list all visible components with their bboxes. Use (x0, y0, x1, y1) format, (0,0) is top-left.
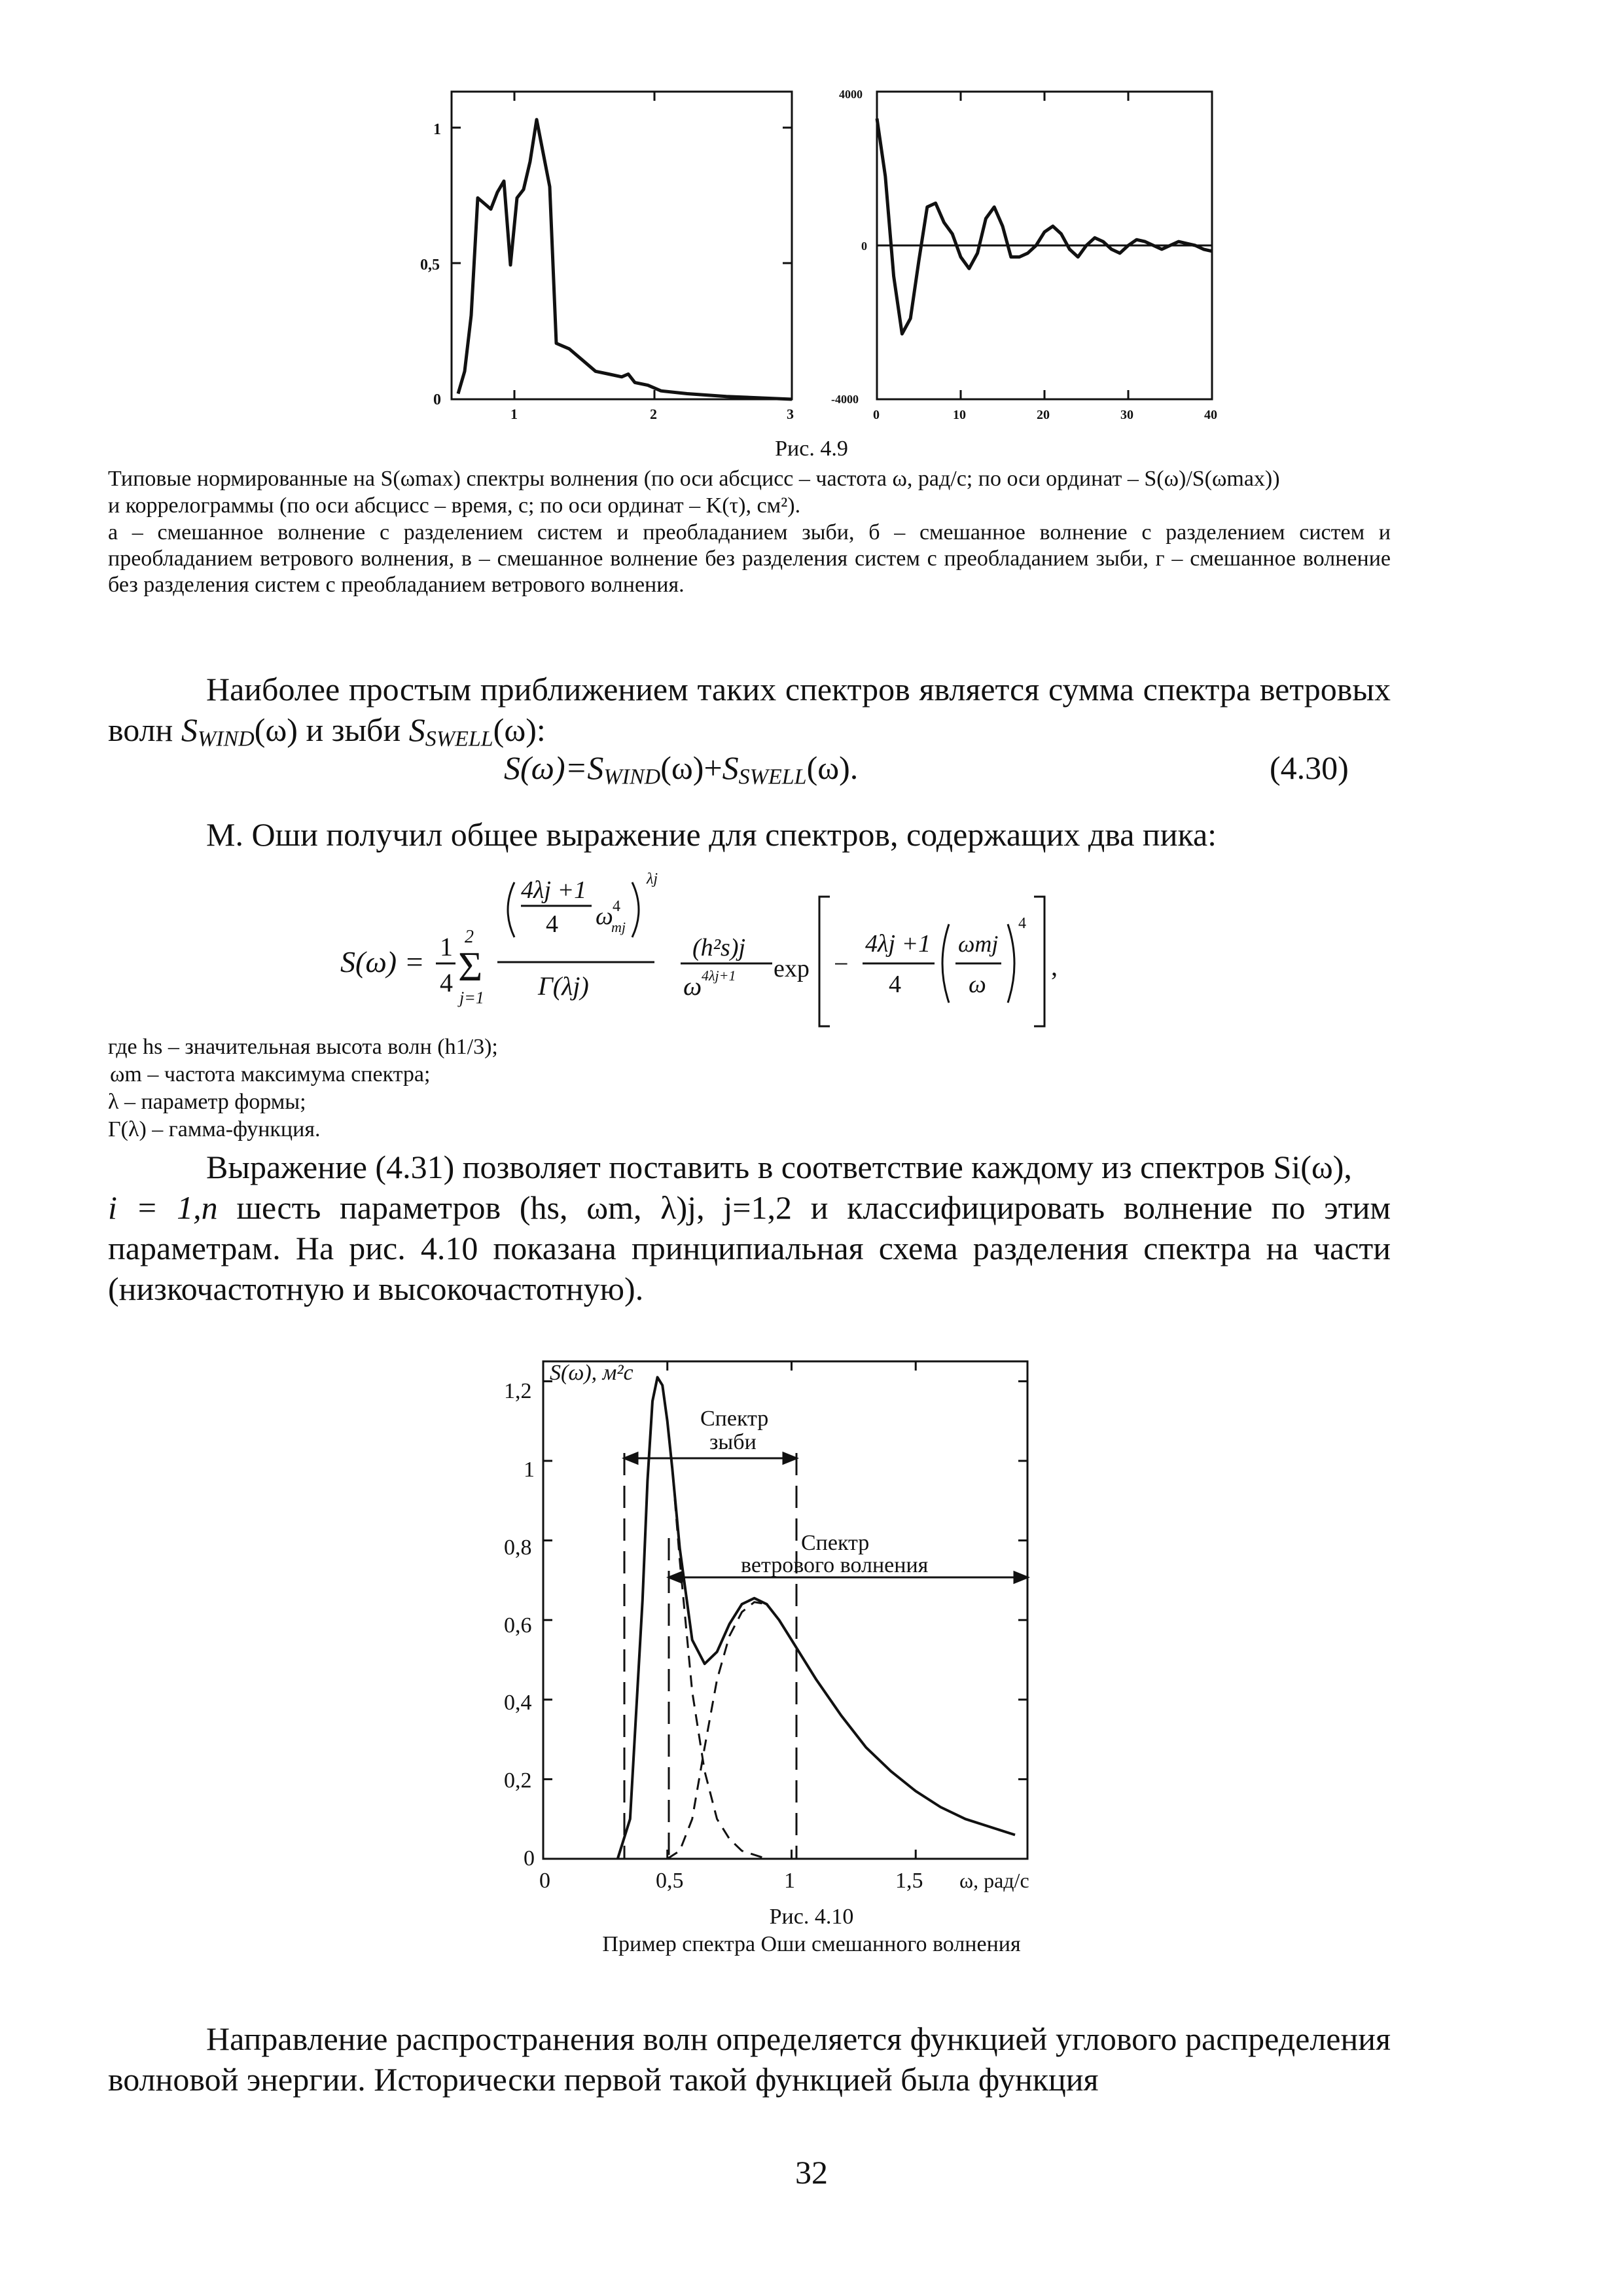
legend-line-2: ωm – частота максимума спектра; (110, 1062, 431, 1086)
fig410-frame (543, 1361, 1027, 1859)
eq431-paren-den: ω (969, 971, 986, 998)
fig410-wind-label-2: ветрового волнения (741, 1553, 929, 1577)
fig410-xlabel: ω, рад/с (959, 1869, 1029, 1892)
fig49b-xtick-0: 0 (873, 408, 880, 422)
fig49-caption-line1: Типовые нормированные на S(ωmax) спектры волнения (по оси абсцисс – частота ω, рад/с; по оси ординат – S(ω)/S(ωmax)) (108, 467, 1280, 491)
equation-4-31 (327, 864, 1113, 1047)
fig49a-ytick-1: 1 (433, 121, 441, 138)
eq431-minus: − (834, 949, 849, 978)
eq431-inner-den: 4 (546, 910, 558, 938)
s-swell-subscript: SWELL (425, 726, 493, 751)
eq431-omega-exp: 4λj+1 (702, 967, 736, 984)
fig49b-ytick-neg4000: -4000 (831, 393, 859, 406)
eq431-inner-num2: 4λj +1 (865, 930, 931, 958)
fig410-wind-label-1: Спектр (801, 1531, 870, 1555)
figure-4-10 (484, 1342, 1113, 1893)
fig49a-ytick-0: 0 (433, 391, 441, 408)
fig49a-ticks (452, 92, 792, 399)
fig49a-xtick-1: 1 (510, 406, 518, 422)
eq431-paren-left (508, 882, 514, 937)
fig49b-correlogram-line (877, 118, 1212, 334)
fig410-caption-title: Рис. 4.10 (769, 1905, 854, 1929)
eq431-paren2-left (942, 924, 949, 1003)
s-wind-symbol: S (181, 711, 198, 748)
eq431-paren-right (632, 882, 639, 937)
eq431-inner-num: 4λj +1 (521, 876, 587, 904)
eq430-term2: S (722, 749, 739, 786)
eq431-exp: exp (774, 955, 810, 982)
fig410-ylabel: S(ω), м²с (550, 1361, 633, 1385)
eq431-comma: , (1051, 952, 1058, 981)
equation-4-30 (504, 749, 858, 787)
paragraph-3-line-1: Выражение (4.31) позволяет поставить в соответствие каждому из спектров Si(ω), (206, 1149, 1352, 1185)
eq431-lhs: S(ω) = (340, 945, 425, 978)
eq431-one: 1 (440, 932, 453, 961)
fig49a-ytick-05: 0,5 (420, 257, 440, 274)
fig49b-xtick-30: 30 (1120, 408, 1133, 422)
eq431-four: 4 (440, 968, 453, 997)
legend-line-4: Γ(λ) – гамма-функция. (108, 1117, 321, 1141)
fig410-dashed-verticals (624, 1453, 796, 1859)
fig410-ytick-0: 0 (524, 1846, 535, 1871)
eq430-tail: (ω). (806, 749, 859, 786)
fig49-caption-line2: и коррелограммы (по оси абсцисс – время, с; по оси ординат – K(τ), см²). (108, 493, 801, 518)
equation-4-30-number: (4.30) (1270, 749, 1349, 786)
fig410-ytick-02: 0,2 (504, 1768, 532, 1793)
paragraph-4: Направление распространения волн определяется функцией углового распределения волновой энергии. Исторически первой такой функцией была функция (108, 2020, 1391, 2098)
eq430-term1: S (587, 749, 604, 786)
eq431-pow4b: 4 (1018, 915, 1026, 932)
fig410-ytick-08: 0,8 (504, 1535, 532, 1560)
fig49-caption-line3: а – смешанное волнение с разделением систем и преобладанием зыби, б – смешанное волнение с разделением систем и преобладанием ветрового волнения, в – смешанное волнение без разделения систем с преобладанием зыби, г – смешанное волнение без разделения систем с преобладанием ветрового волнения. (108, 520, 1391, 597)
eq431-omega-m: ω (596, 903, 613, 930)
paragraph-2: М. Оши получил общее выражение для спектров, содержащих два пика: (206, 816, 1217, 853)
fig410-ytick-12: 1,2 (504, 1379, 532, 1403)
fig49-caption-title: Рис. 4.9 (775, 437, 848, 461)
fig410-swell-curve (618, 1377, 792, 1859)
fig410-ytick-04: 0,4 (504, 1691, 532, 1715)
fig49a-xtick-2: 2 (650, 406, 657, 422)
eq430-term1-sub: WIND (603, 764, 661, 789)
fig49a-xtick-3: 3 (787, 406, 794, 422)
fig49b-xtick-40: 40 (1204, 408, 1217, 422)
fig49b-ytick-0: 0 (861, 240, 867, 253)
eq430-term2-sub: SWELL (738, 764, 807, 789)
eq431-msub: mj (611, 919, 626, 935)
fig49b-xtick-20: 20 (1037, 408, 1050, 422)
fig410-xtick-0: 0 (539, 1869, 550, 1893)
s-wind-subscript: WIND (197, 726, 255, 751)
s-wind-arg: (ω) (254, 711, 298, 748)
paragraph-1-text-b: и зыби (297, 711, 409, 748)
paragraph-3-index: i = 1,n (108, 1189, 218, 1226)
eq431-sum-bot: j=1 (459, 988, 484, 1007)
fig49b-xtick-10: 10 (953, 408, 966, 422)
eq431-paren-num: ωmj (958, 931, 999, 957)
eq431-omega-den: ω (683, 971, 702, 1001)
s-swell-arg: (ω) (493, 711, 537, 748)
eq431-gamma: Γ(λj) (538, 971, 589, 1001)
legend-line-3: λ – параметр формы; (108, 1090, 306, 1114)
fig410-swell-label-1: Спектр (700, 1407, 769, 1431)
fig410-ytick-1: 1 (524, 1458, 535, 1482)
eq431-bracket-right (1034, 897, 1044, 1026)
fig410-xtick-05: 0,5 (656, 1869, 684, 1893)
eq431-inner-den2: 4 (889, 971, 901, 998)
fig410-total-curve (618, 1377, 1015, 1859)
fig410-wind-curve (668, 1602, 792, 1859)
fig410-ticks (543, 1361, 1027, 1859)
fig410-caption-subtitle: Пример спектра Оши смешанного волнения (602, 1932, 1021, 1956)
eq431-lambda-exp: λj (647, 870, 658, 888)
fig410-xtick-15: 1,5 (895, 1869, 923, 1893)
paragraph-1-text-c: : (536, 711, 546, 748)
fig49b-ytick-4000: 4000 (839, 88, 863, 101)
eq431-sigma: Σ (458, 943, 483, 990)
paragraph-3-text: шесть параметров (hs, ωm, λ)j, j=1,2 и классифицировать волнение по этим параметрам. На рис. 4.10 показана принципиальная схема разделения спектра на части (низкочастотную и высокочастотную). (108, 1189, 1391, 1307)
paragraph-1 (108, 669, 1391, 750)
fig410-swell-label-2: зыби (709, 1430, 757, 1454)
paragraph-1-text-a: Наиболее простым приближением таких спектров является сумма спектра ветровых волн (108, 671, 1391, 748)
legend-line-1: где hs – значительная высота волн (h1/3); (108, 1035, 498, 1059)
eq430-mid: (ω)+ (660, 749, 722, 786)
eq431-pow4: 4 (613, 898, 620, 915)
page-number: 32 (795, 2154, 828, 2191)
s-swell-symbol: S (408, 711, 425, 748)
fig49a-spectrum-line (458, 120, 792, 399)
fig49a-frame (452, 92, 792, 399)
paragraph-3-rest (108, 1187, 1391, 1309)
eq431-sum-top: 2 (465, 927, 474, 947)
eq431-bracket-left (819, 897, 830, 1026)
fig410-ytick-06: 0,6 (504, 1613, 532, 1638)
fig410-xtick-1: 1 (784, 1869, 795, 1893)
eq431-paren2-right (1008, 924, 1014, 1003)
figure-4-9 (380, 72, 1270, 439)
eq430-lhs: S(ω)= (504, 749, 588, 786)
eq431-hs: (h²s)j (692, 934, 746, 961)
